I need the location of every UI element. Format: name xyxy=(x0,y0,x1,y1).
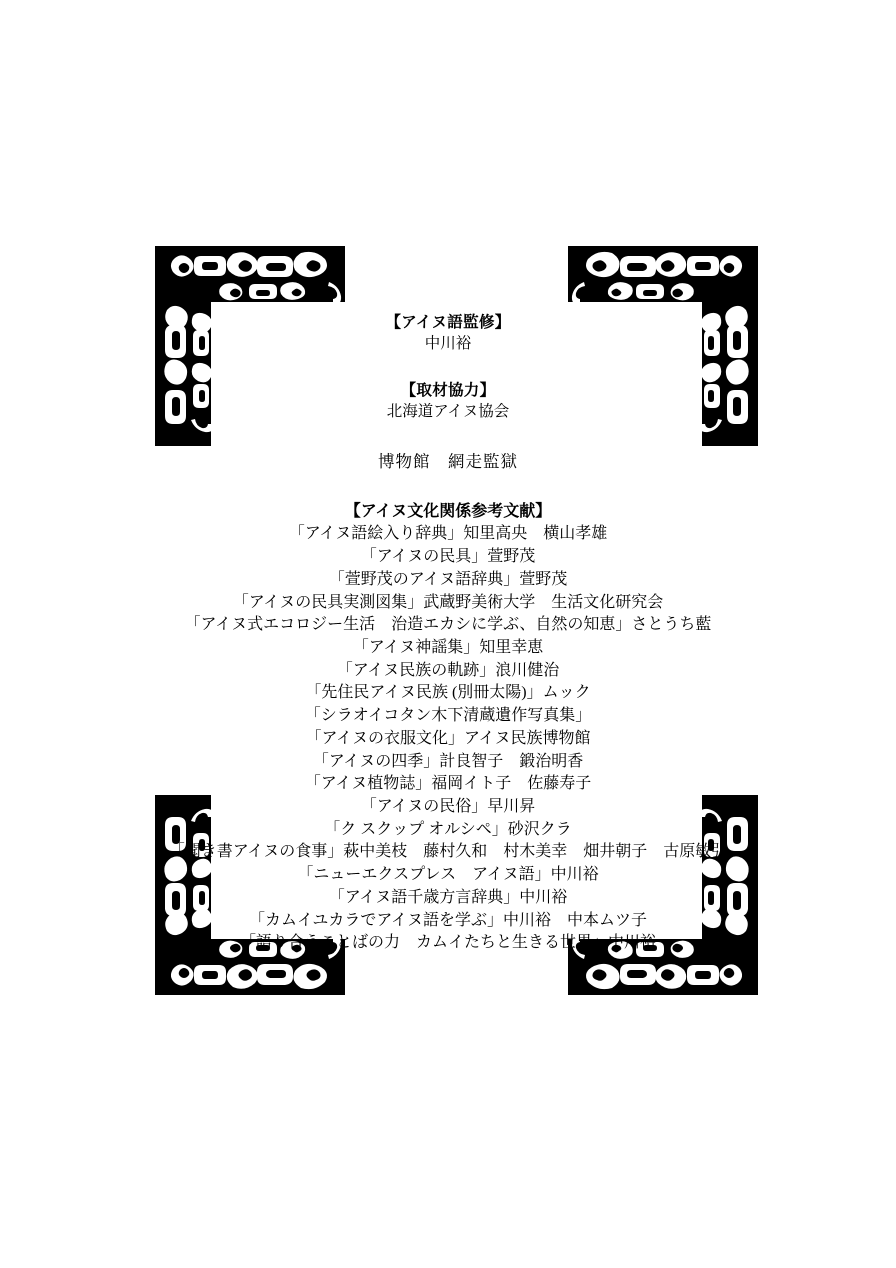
reference-item: 「シラオイコタン木下清蔵遺作写真集」 xyxy=(304,707,592,725)
reference-item: 「アイヌ語千歳方言辞典」中川裕 xyxy=(328,888,568,906)
spacer xyxy=(0,423,896,451)
spacer xyxy=(0,355,896,380)
credit-block-language-supervision xyxy=(0,312,896,355)
credits-content xyxy=(0,312,896,955)
reference-item: 「先住民アイヌ民族 (別冊太陽)」ムック xyxy=(305,684,591,702)
credit-block-research-cooperation xyxy=(0,380,896,423)
reference-item: 「アイヌ式エコロジー生活 治造エカシに学ぶ、自然の知恵」さとうち藍 xyxy=(184,616,712,634)
reference-item: 「聞き書アイヌの食事」萩中美枝 藤村久和 村木美幸 畑井朝子 古原敏弘 xyxy=(168,843,728,861)
museum-credit: 博物館 網走監獄 xyxy=(378,451,518,471)
reference-item: 「アイヌ神謡集」知里幸恵 xyxy=(352,638,544,656)
reference-item: 「カムイユカラでアイヌ語を学ぶ」中川裕 中本ムツ子 xyxy=(249,911,647,929)
reference-item: 「アイヌ植物誌」福岡イト子 佐藤寿子 xyxy=(304,775,592,793)
reference-item: 「萱野茂のアイヌ語辞典」萱野茂 xyxy=(328,570,568,588)
references-block xyxy=(0,501,896,955)
reference-item: 「アイヌの四季」計良智子 鍛治明香 xyxy=(312,752,584,770)
reference-item: 「アイヌの民具」萱野茂 xyxy=(360,548,536,566)
reference-item: 「アイヌの衣服文化」アイヌ民族博物館 xyxy=(305,729,591,747)
reference-item: 「アイヌ民族の軌跡」浪川健治 xyxy=(336,661,560,679)
reference-item: 「ニューエクスプレス アイヌ語」中川裕 xyxy=(297,866,599,884)
credit-name: 北海道アイヌ協会 xyxy=(386,403,510,421)
spacer xyxy=(0,473,896,501)
reference-item: 「アイヌの民具実測図集」武蔵野美術大学 生活文化研究会 xyxy=(232,593,664,611)
reference-item: 「アイヌの民俗」早川昇 xyxy=(360,797,536,815)
reference-item: 「アイヌ語絵入り辞典」知里高央 横山孝雄 xyxy=(288,525,608,543)
credit-heading: 【取材協力】 xyxy=(400,381,496,399)
reference-item: 「語り合うことばの力 カムイたちと生きる世界」中川裕 xyxy=(239,934,656,952)
credit-heading: 【アイヌ語監修】 xyxy=(385,314,511,331)
references-heading: 【アイヌ文化関係参考文献】 xyxy=(344,503,552,521)
reference-item: 「ク スクップ オルシペ」砂沢クラ xyxy=(324,820,572,838)
credit-name: 中川裕 xyxy=(424,335,472,353)
